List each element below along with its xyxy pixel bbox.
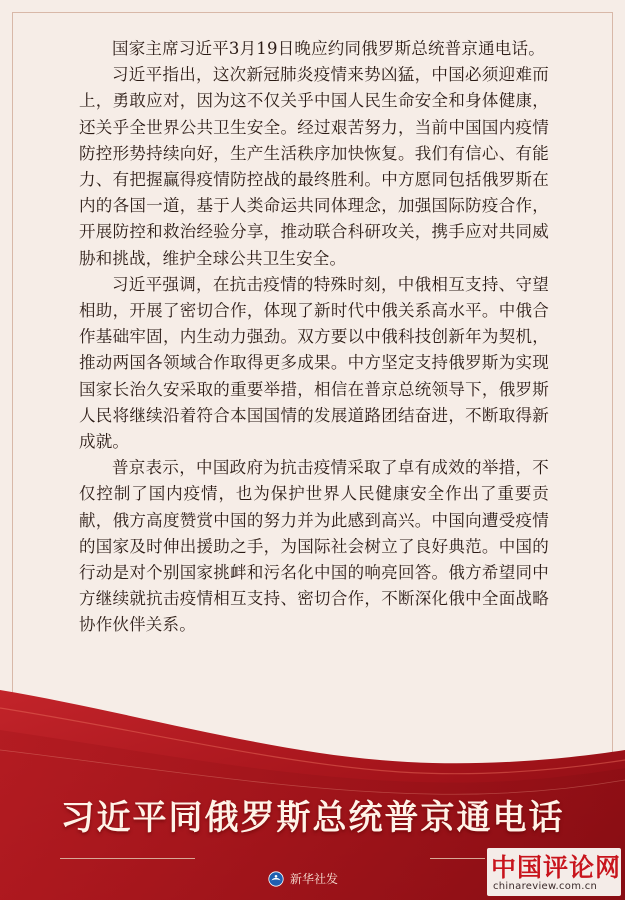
- divider-right: [430, 858, 485, 859]
- agency-label: 新华社发: [290, 872, 339, 886]
- divider-left: [60, 858, 195, 859]
- article-paragraph-3: 习近平强调，在抗击疫情的特殊时刻，中俄相互支持、守望相助，开展了密切合作，体现了新时代中俄关系高水平。中俄合作基础牢固，内生动力强劲。双方要以中俄科技创新年为契机，推动两国各领域合作取得更多成果。中方坚定支持俄罗斯为实现国家长治久安采取的重要举措，相信在普京总统领导下，俄罗斯人民将继续沿着符合本国国情的发展道路团结奋进，不断取得新成就。: [79, 274, 549, 452]
- article-paragraph-4: 普京表示，中国政府为抗击疫情采取了卓有成效的举措，不仅控制了国内疫情，也为保护世界人民健康安全作出了重要贡献，俄方高度赞赏中国的努力并为此感到高兴。中国向遭受疫情的国家及时伸出援助之手，为国际社会树立了良好典范。中国的行动是对个别国家挑衅和污名化中国的响亮回答。俄方希望同中方继续就抗击疫情相互支持、密切合作，不断深化俄中全面战略协作伙伴关系。: [79, 458, 549, 635]
- banner-title: 习近平同俄罗斯总统普京通电话: [60, 798, 565, 838]
- xinhua-logo-icon: [268, 871, 284, 887]
- site-watermark: [487, 848, 621, 896]
- article-paragraph-1: 国家主席习近平3月19日晚应约同俄罗斯总统普京通电话。: [112, 39, 545, 58]
- watermark-url: chinareview.com.cn: [493, 881, 598, 892]
- article-body: [79, 36, 549, 639]
- article-paragraph-2: 习近平指出，这次新冠肺炎疫情来势凶猛，中国必须迎难而上，勇敢应对，因为这不仅关乎中国人民生命安全和身体健康，还关乎全世界公共卫生安全。经过艰苦努力，当前中国国内疫情防控形势持续向好，生产生活秩序加快恢复。我们有信心、有能力、有把握赢得疫情防控战的最终胜利。中方愿同包括俄罗斯在内的各国一道，基于人类命运共同体理念，加强国际防疫合作，开展防控和救治经验分享，推动联合科研攻关，携手应对共同威胁和挑战，维护全球公共卫生安全。: [79, 65, 549, 268]
- agency-credit: [268, 870, 338, 887]
- watermark-title: 中国评论网: [491, 853, 622, 882]
